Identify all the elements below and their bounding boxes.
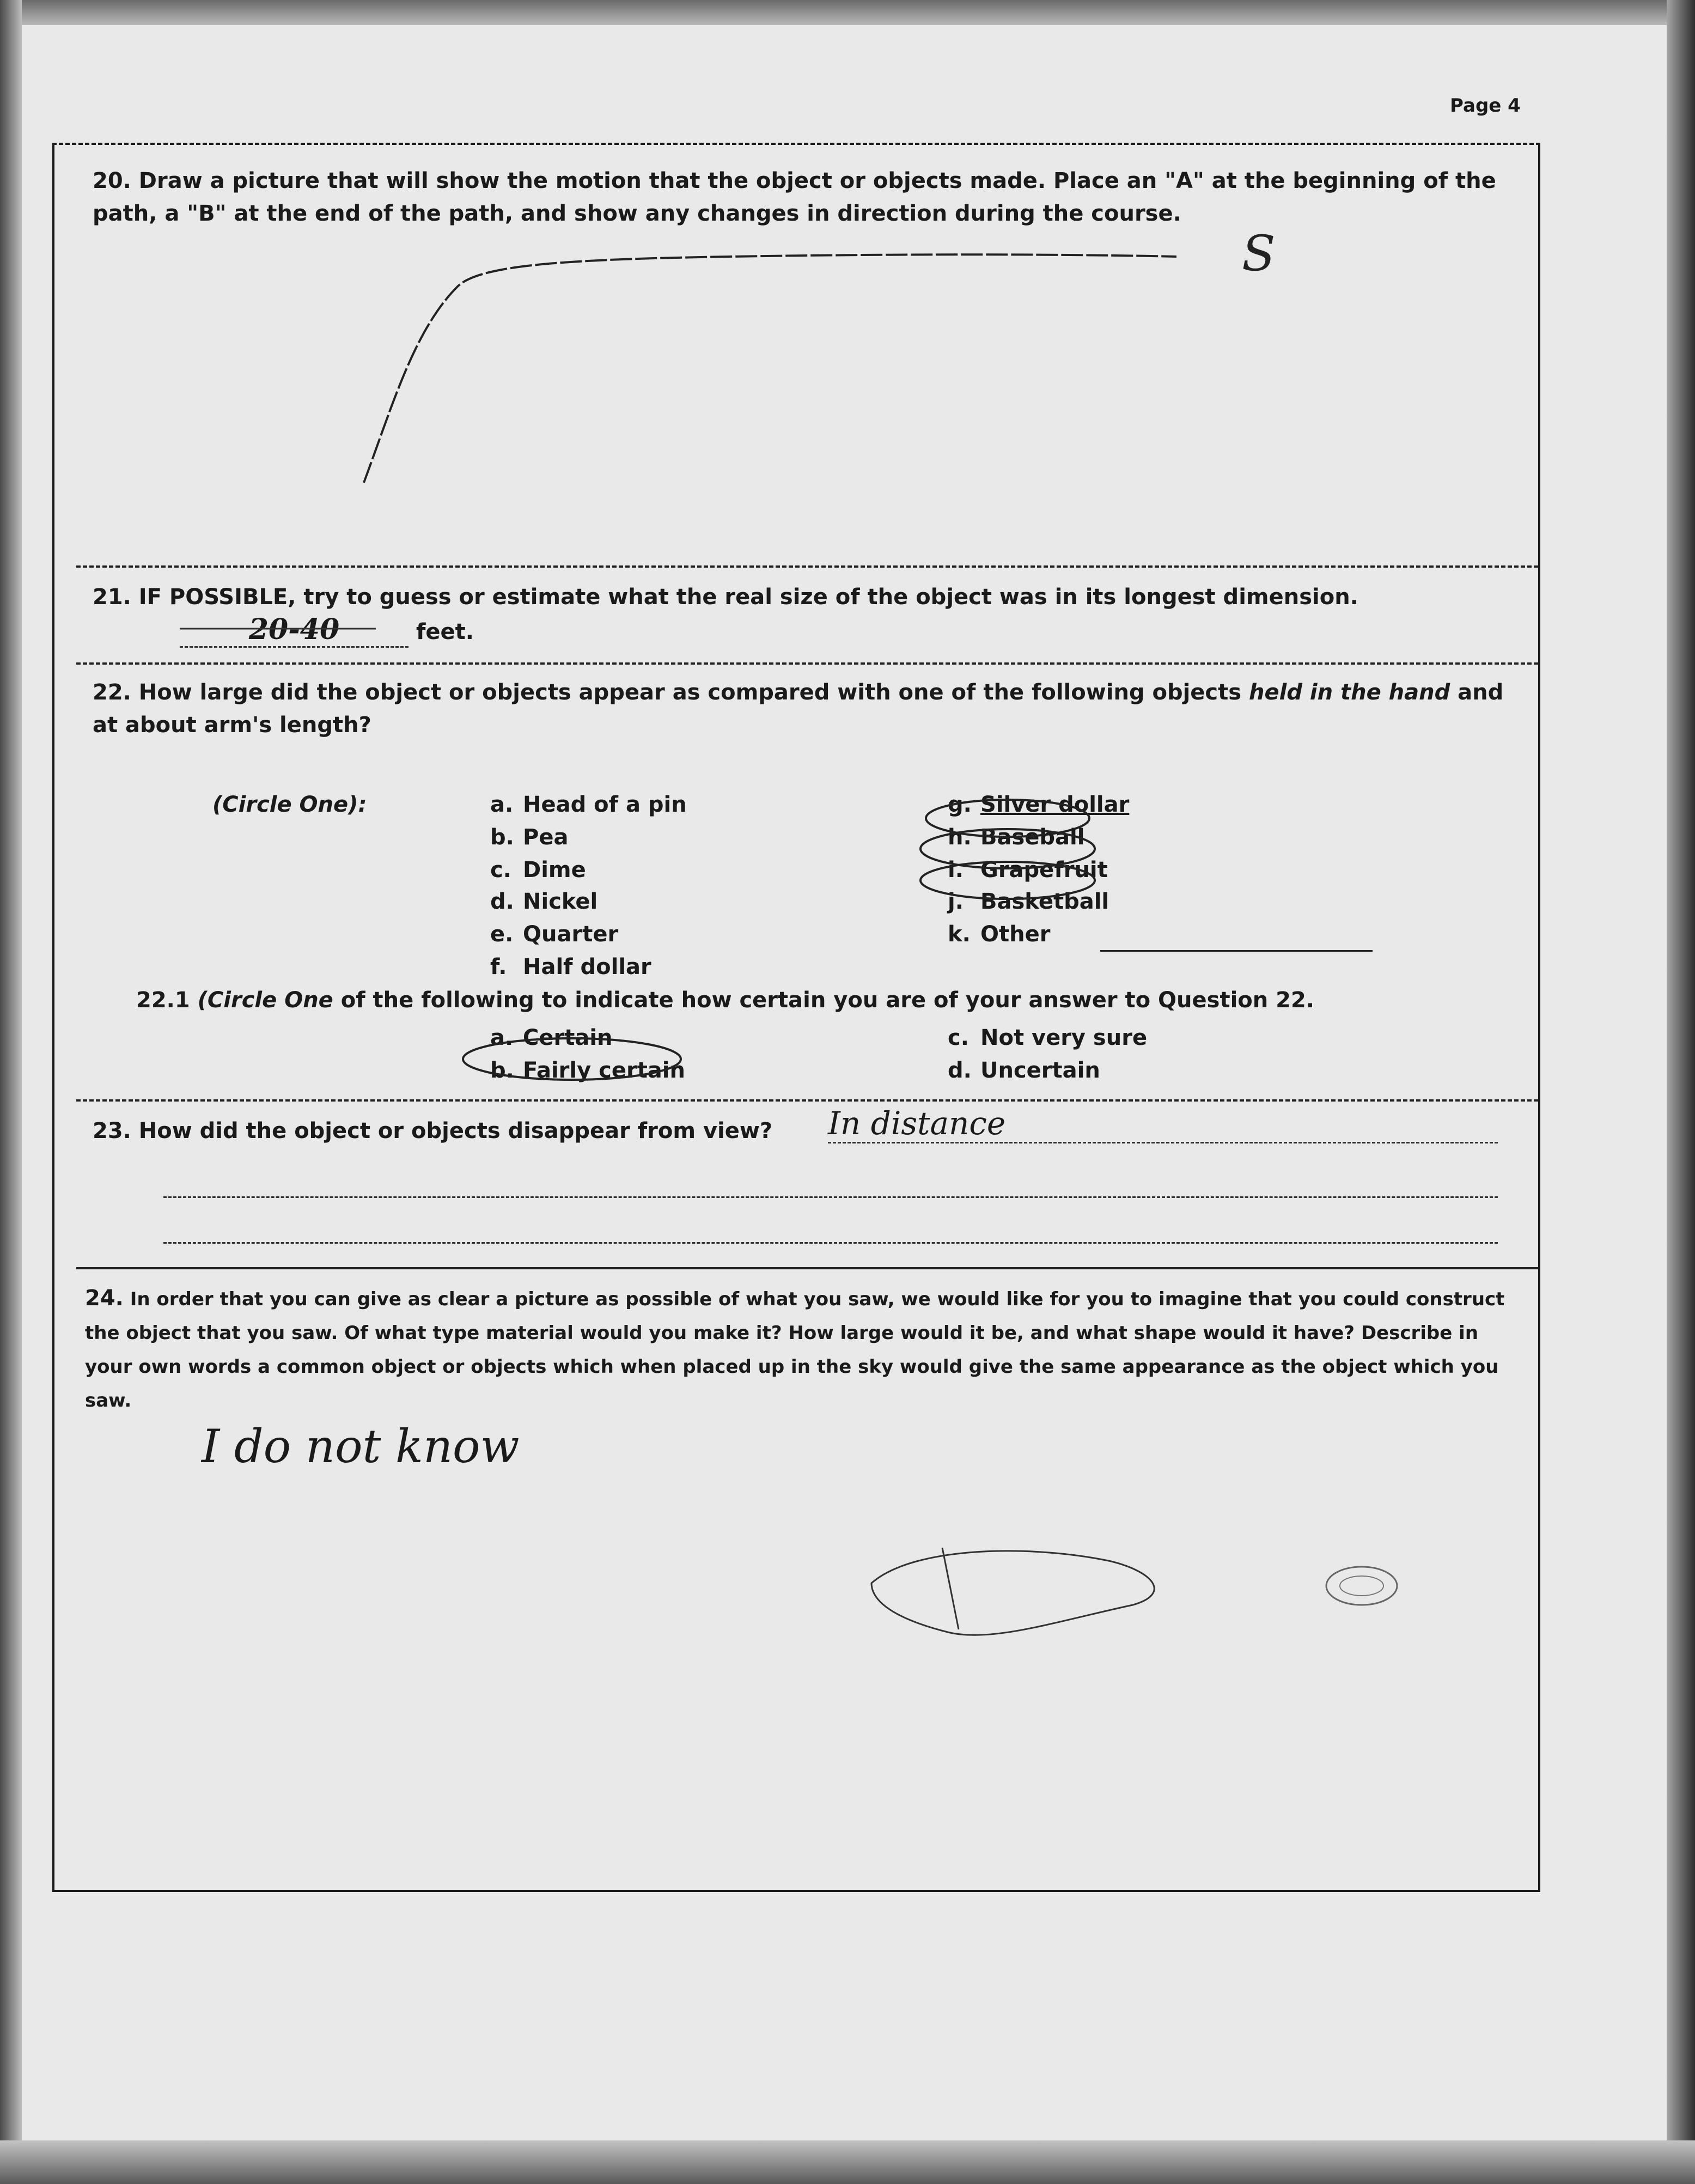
- option-label: Grapefruit: [980, 857, 1108, 883]
- question-22-text-start: How large did the object or objects appear as compared with one of the following objects: [138, 680, 1242, 705]
- question-22-1-italic: (Circle One: [197, 988, 333, 1013]
- option-letter: b.: [490, 1058, 514, 1083]
- option-label: Other: [980, 922, 1051, 947]
- option-letter: i.: [948, 857, 964, 883]
- question-20-text: Draw a picture that will show the motion that the object or objects made. Place an "A" at the beginning of the path, a "B" at the end of the path, and show any changes in direction during the course.: [93, 168, 1496, 226]
- option-letter: d.: [948, 1058, 972, 1083]
- option-label: Fairly certain: [523, 1058, 685, 1083]
- size-estimate-answer[interactable]: 20-40: [180, 613, 408, 648]
- scan-edge-right: [1667, 0, 1695, 2184]
- circle-fairly-certain: [463, 1038, 681, 1080]
- option-letter: h.: [948, 825, 972, 850]
- object-sketch-line: [942, 1548, 959, 1629]
- question-22-number: 22.: [93, 680, 131, 705]
- option-letter: f.: [490, 954, 507, 980]
- option-label: Pea: [523, 825, 569, 850]
- option-letter: b.: [490, 825, 514, 850]
- option-letter: a.: [490, 1025, 514, 1050]
- option-label: Baseball: [980, 825, 1085, 850]
- question-22-1-text: of the following to indicate how certain you are of your answer to Question 22.: [340, 988, 1315, 1013]
- option-label: Nickel: [523, 889, 598, 914]
- question-23-number: 23.: [93, 1118, 131, 1143]
- question-22-text-end: and at about arm's length?: [93, 680, 1504, 738]
- option-label: Not very sure: [980, 1025, 1148, 1050]
- construct-answer[interactable]: I do not know: [202, 1420, 520, 1473]
- option-letter: a.: [490, 792, 514, 817]
- form-page: [22, 25, 1667, 2140]
- option-label: Basketball: [980, 889, 1109, 914]
- scan-edge-bottom: [0, 2140, 1695, 2184]
- question-21-number: 21.: [93, 585, 131, 610]
- disappear-answer[interactable]: In distance: [828, 1105, 1498, 1143]
- option-letter: c.: [490, 857, 511, 883]
- option-letter: c.: [948, 1025, 969, 1050]
- scan-edge-left: [0, 0, 22, 2184]
- small-oval-sketch-inner: [1340, 1576, 1383, 1596]
- question-22-1-number: 22.1: [136, 988, 190, 1013]
- question-23-text: How did the object or objects disappear from view?: [138, 1118, 773, 1143]
- option-label: Dime: [523, 857, 586, 883]
- object-sketch: [871, 1551, 1154, 1635]
- question-22-text-italic: held in the hand: [1249, 680, 1450, 705]
- handwritten-marks: [22, 25, 1667, 2140]
- option-label: Silver dollar: [980, 792, 1130, 817]
- circle-one-label: (Circle One):: [212, 792, 367, 817]
- question-24-number: 24.: [85, 1286, 124, 1311]
- size-unit: feet.: [416, 619, 474, 644]
- question-24-text: In order that you can give as clear a picture as possible of what you saw, we would like for you to imagine that you could construct the object that you saw. Of what type material would you make it? How large would it be, and what shape would it have? Describe in your own words a common object or objects which when placed up in the sky would give the same appearance as the object which you saw.: [85, 1288, 1505, 1412]
- page-number: Page 4: [1450, 95, 1521, 117]
- option-letter: k.: [948, 922, 971, 947]
- option-label: Quarter: [523, 922, 619, 947]
- small-oval-sketch: [1326, 1567, 1397, 1605]
- option-label: Certain: [523, 1025, 613, 1050]
- option-label: Head of a pin: [523, 792, 687, 817]
- option-letter: e.: [490, 922, 514, 947]
- option-letter: d.: [490, 889, 514, 914]
- question-21-text: IF POSSIBLE, try to guess or estimate what the real size of the object was in its longest dimension.: [138, 585, 1358, 610]
- option-label: Half dollar: [523, 954, 651, 980]
- scan-edge-top: [0, 0, 1695, 25]
- motion-path-sketch: [364, 254, 1176, 483]
- option-letter: j.: [948, 889, 964, 914]
- path-end-mark: S: [1242, 225, 1276, 282]
- question-20-number: 20.: [93, 168, 131, 193]
- option-label: Uncertain: [980, 1058, 1100, 1083]
- circle-baseball: [926, 800, 1089, 837]
- option-letter: g.: [948, 792, 972, 817]
